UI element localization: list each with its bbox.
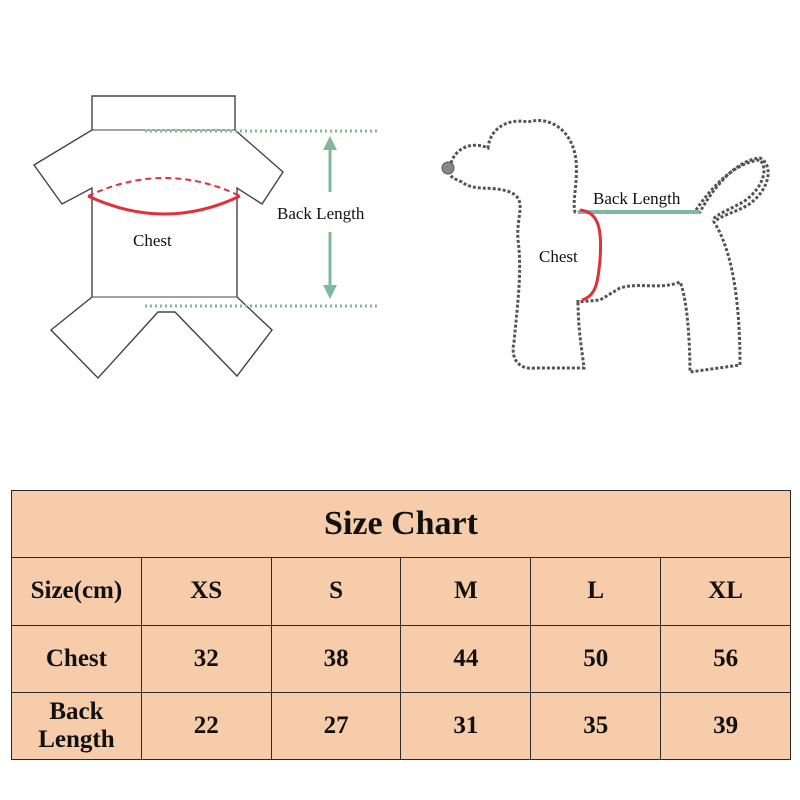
size-header-cell: XL — [661, 558, 791, 625]
table-cell: 22 — [141, 692, 271, 759]
table-cell: 39 — [661, 692, 791, 759]
table-cell: 44 — [401, 625, 531, 692]
dog-chest-label: Chest — [539, 247, 578, 266]
dog-outline — [450, 121, 769, 372]
size-header-cell: L — [531, 558, 661, 625]
table-row-chest — [12, 625, 791, 692]
dog-diagram — [442, 121, 768, 372]
size-chart-table — [11, 490, 791, 760]
size-header-cell: M — [401, 558, 531, 625]
header-label-cell: Size(cm) — [12, 558, 142, 625]
table-cell: 35 — [531, 692, 661, 759]
size-header-cell: XS — [141, 558, 271, 625]
table-cell: 32 — [141, 625, 271, 692]
table-cell: 27 — [271, 692, 401, 759]
dog-chest-line — [580, 210, 601, 300]
table-row-back-length — [12, 692, 791, 759]
row-label-cell: Back Length — [12, 692, 142, 759]
dog-nose — [442, 162, 454, 174]
garment-back-length-label: Back Length — [277, 204, 365, 223]
garment-diagram — [34, 96, 380, 378]
table-cell: 38 — [271, 625, 401, 692]
garment-chest-label: Chest — [133, 231, 172, 250]
table-header-row — [12, 558, 791, 625]
table-title: Size Chart — [12, 491, 791, 558]
row-label-cell: Chest — [12, 625, 142, 692]
table-title-row — [12, 491, 791, 558]
size-header-cell: S — [271, 558, 401, 625]
table-cell: 56 — [661, 625, 791, 692]
table-cell: 31 — [401, 692, 531, 759]
table-cell: 50 — [531, 625, 661, 692]
dog-back-length-label: Back Length — [593, 189, 681, 208]
